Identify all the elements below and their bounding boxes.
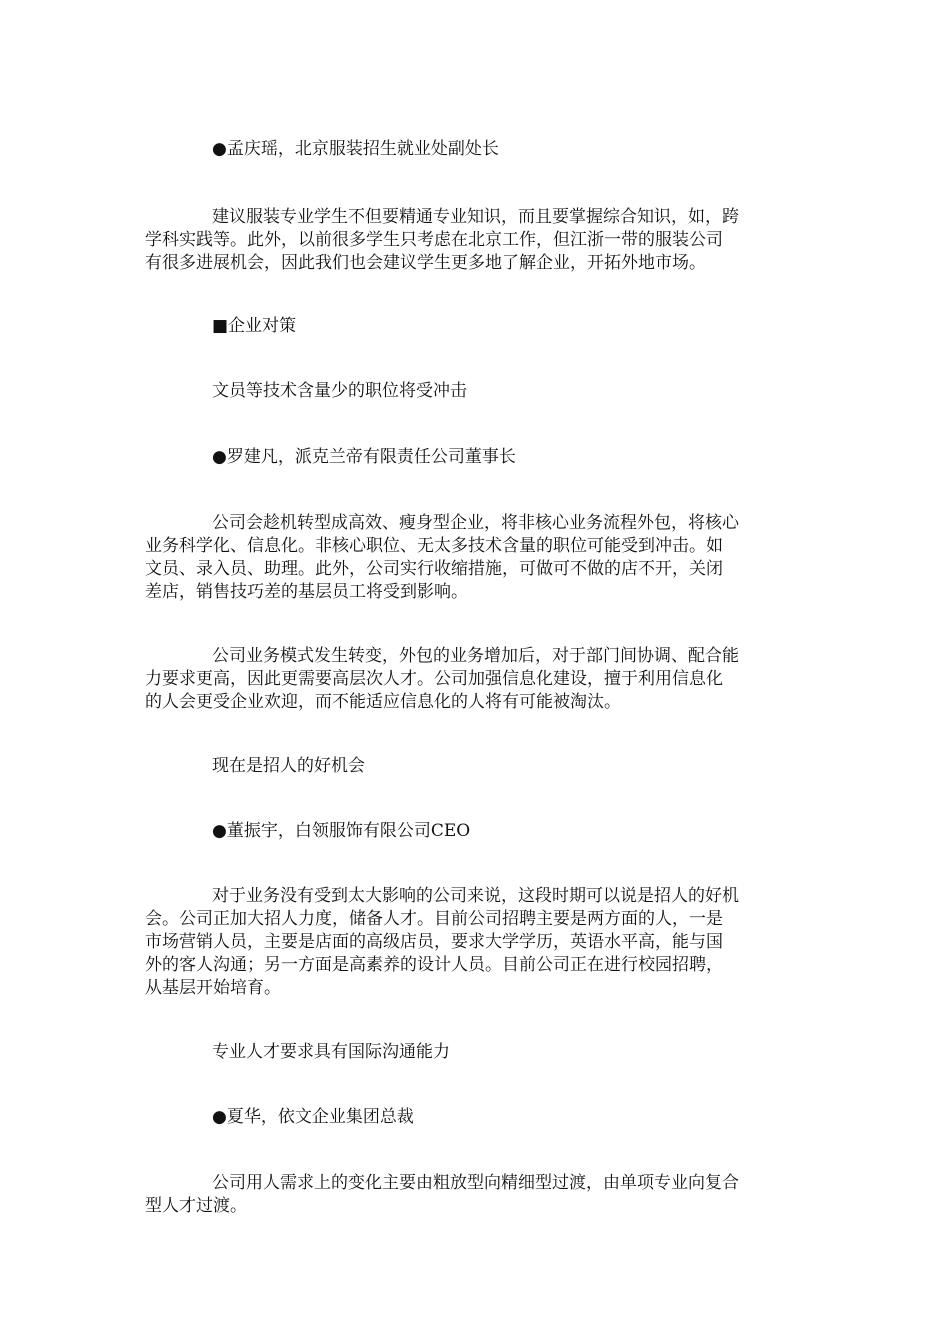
heading-xia-hua: ●夏华，依文企业集团总裁	[212, 1107, 414, 1127]
subheading-hiring-opportunity: 现在是招人的好机会	[212, 756, 365, 776]
paragraph-1-line-1: 建议服装专业学生不但要精通专业知识，而且要掌握综合知识，如，跨	[212, 207, 739, 227]
subheading-clerk-positions: 文员等技术含量少的职位将受冲击	[212, 381, 467, 401]
subheading-international-communication: 专业人才要求具有国际沟通能力	[212, 1042, 450, 1062]
paragraph-2-line-2: 业务科学化、信息化。非核心职位、无太多技术含量的职位可能受到冲击。如	[145, 536, 723, 556]
paragraph-1-line-2: 学科实践等。此外，以前很多学生只考虑在北京工作，但江浙一带的服装公司	[145, 230, 723, 250]
paragraph-3-line-2: 力要求更高，因此更需要高层次人才。公司加强信息化建设，擅于利用信息化	[145, 669, 723, 689]
paragraph-3-line-3: 的人会更受企业欢迎，而不能适应信息化的人将有可能被淘汰。	[145, 692, 621, 712]
paragraph-2-line-4: 差店，销售技巧差的基层员工将受到影响。	[145, 582, 468, 602]
paragraph-2-line-1: 公司会趁机转型成高效、瘦身型企业，将非核心业务流程外包，将核心	[212, 513, 739, 533]
paragraph-4-line-5: 从基层开始培育。	[145, 978, 281, 998]
paragraph-4-line-2: 会。公司正加大招人力度，储备人才。目前公司招聘主要是两方面的人，一是	[145, 909, 723, 929]
heading-meng-qingyao: ●孟庆瑶，北京服装招生就业处副处长	[212, 139, 499, 159]
paragraph-1-line-3: 有很多进展机会，因此我们也会建议学生更多地了解企业，开拓外地市场。	[145, 253, 706, 273]
paragraph-4-line-4: 外的客人沟通；另一方面是高素养的设计人员。目前公司正在进行校园招聘，	[145, 955, 723, 975]
paragraph-5-line-1: 公司用人需求上的变化主要由粗放型向精细型过渡，由单项专业向复合	[212, 1173, 739, 1193]
paragraph-3-line-1: 公司业务模式发生转变，外包的业务增加后，对于部门间协调、配合能	[212, 646, 739, 666]
heading-luo-jianfan: ●罗建凡，派克兰帝有限责任公司董事长	[212, 447, 516, 467]
paragraph-2-line-3: 文员、录入员、助理。此外，公司实行收缩措施，可做可不做的店不开，关闭	[145, 559, 723, 579]
paragraph-4-line-1: 对于业务没有受到太大影响的公司来说，这段时期可以说是招人的好机	[212, 886, 739, 906]
paragraph-4-line-3: 市场营销人员，主要是店面的高级店员，要求大学学历，英语水平高，能与国	[145, 932, 723, 952]
paragraph-5-line-2: 型人才过渡。	[145, 1196, 247, 1216]
section-heading-enterprise-strategy: ■企业对策	[212, 316, 297, 336]
heading-dong-zhenyu: ●董振宇，白领服饰有限公司CEO	[212, 821, 471, 841]
